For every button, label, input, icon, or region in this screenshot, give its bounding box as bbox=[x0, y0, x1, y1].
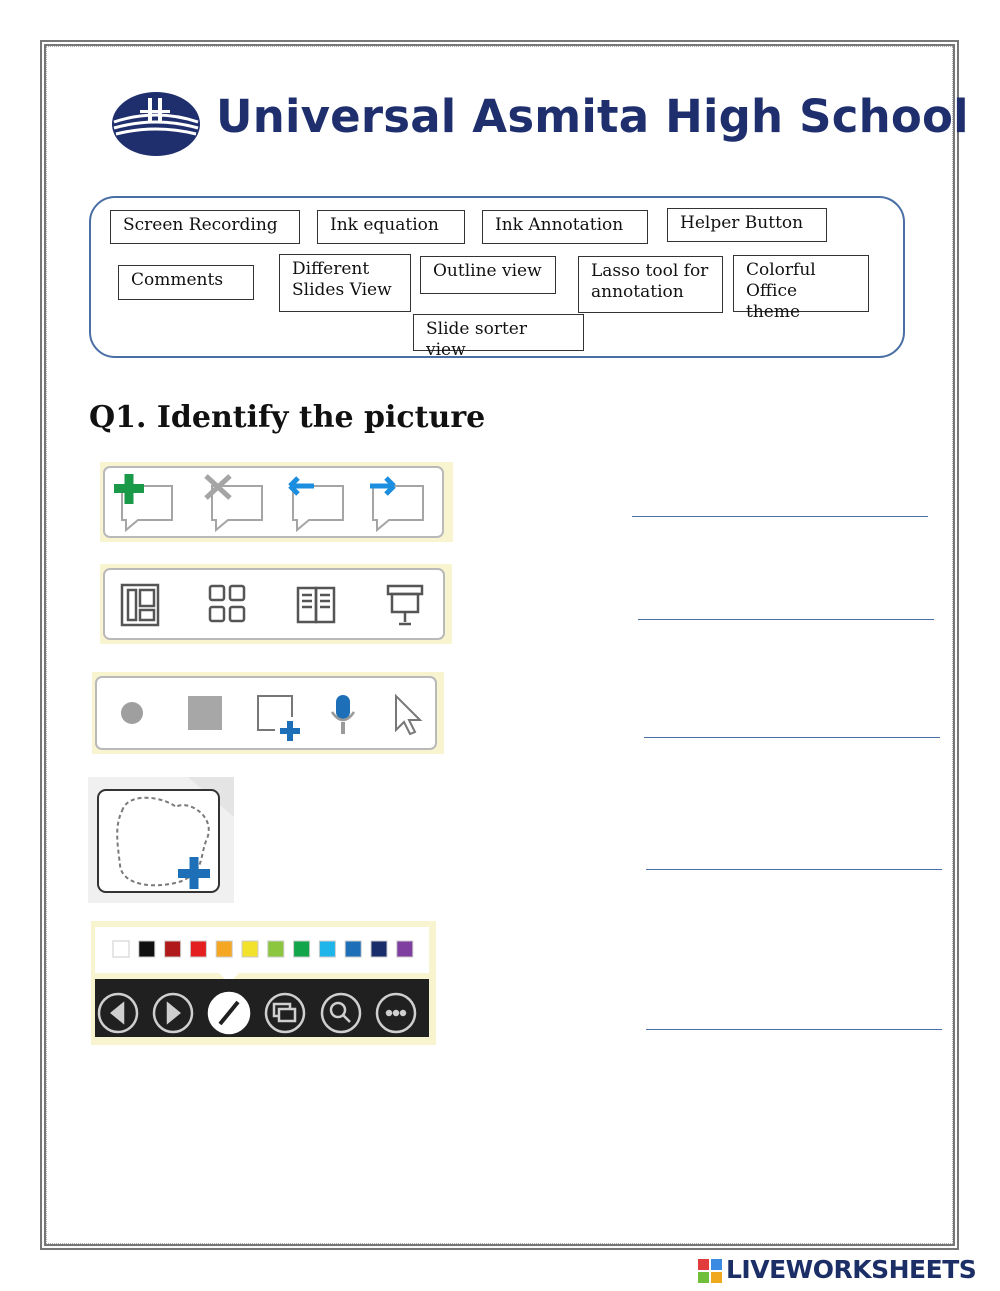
word-bank-item[interactable]: Ink equation bbox=[317, 210, 465, 244]
slide-views-toolbar-icons bbox=[100, 564, 452, 644]
lasso-tool-icon bbox=[88, 777, 234, 903]
liveworksheets-brand: LIVEWORKSHEETS bbox=[726, 1255, 977, 1284]
screen-recording-toolbar-icons bbox=[92, 672, 444, 754]
answer-line[interactable] bbox=[644, 737, 940, 738]
comment-toolbar-icons bbox=[100, 462, 453, 542]
word-bank-item[interactable]: Screen Recording bbox=[110, 210, 300, 244]
word-bank-item[interactable]: Slide sorter view bbox=[413, 314, 584, 351]
word-bank-item[interactable]: Ink Annotation bbox=[482, 210, 648, 244]
word-bank bbox=[89, 196, 905, 358]
color-swatch bbox=[216, 941, 232, 957]
color-swatch bbox=[345, 941, 361, 957]
liveworksheets-badge-icon bbox=[698, 1259, 722, 1285]
color-swatch bbox=[397, 941, 413, 957]
color-swatch bbox=[242, 941, 258, 957]
question-title: Q1. Identify the picture bbox=[89, 400, 486, 435]
color-swatch bbox=[294, 941, 310, 957]
answer-line[interactable] bbox=[632, 516, 928, 517]
color-swatch bbox=[190, 941, 206, 957]
answer-line[interactable] bbox=[646, 1029, 942, 1030]
word-bank-item[interactable]: Helper Button bbox=[667, 208, 827, 242]
record-icon bbox=[121, 702, 143, 724]
color-swatch bbox=[113, 941, 129, 957]
school-logo-icon bbox=[110, 88, 202, 158]
word-bank-item[interactable]: Lasso tool for annotation bbox=[578, 256, 723, 313]
normal-view-icon bbox=[122, 585, 158, 625]
answer-line[interactable] bbox=[638, 619, 934, 620]
word-bank-item[interactable]: Outline view bbox=[420, 256, 556, 294]
word-bank-item[interactable]: Comments bbox=[118, 265, 254, 300]
color-swatch bbox=[139, 941, 155, 957]
school-name: Universal Asmita High School bbox=[216, 90, 969, 143]
stop-icon bbox=[188, 696, 222, 730]
color-swatch bbox=[165, 941, 181, 957]
liveworksheets-logo bbox=[698, 1256, 994, 1286]
answer-line[interactable] bbox=[646, 869, 942, 870]
school-header bbox=[110, 88, 969, 158]
pen-tool-icon bbox=[209, 993, 249, 1033]
word-bank-item[interactable]: Different Slides View bbox=[279, 254, 411, 312]
color-swatch bbox=[268, 941, 284, 957]
word-bank-item[interactable]: Colorful Office theme bbox=[733, 255, 869, 312]
color-swatch bbox=[319, 941, 335, 957]
ink-annotation-toolbar-icons bbox=[91, 921, 436, 1045]
color-swatch bbox=[371, 941, 387, 957]
